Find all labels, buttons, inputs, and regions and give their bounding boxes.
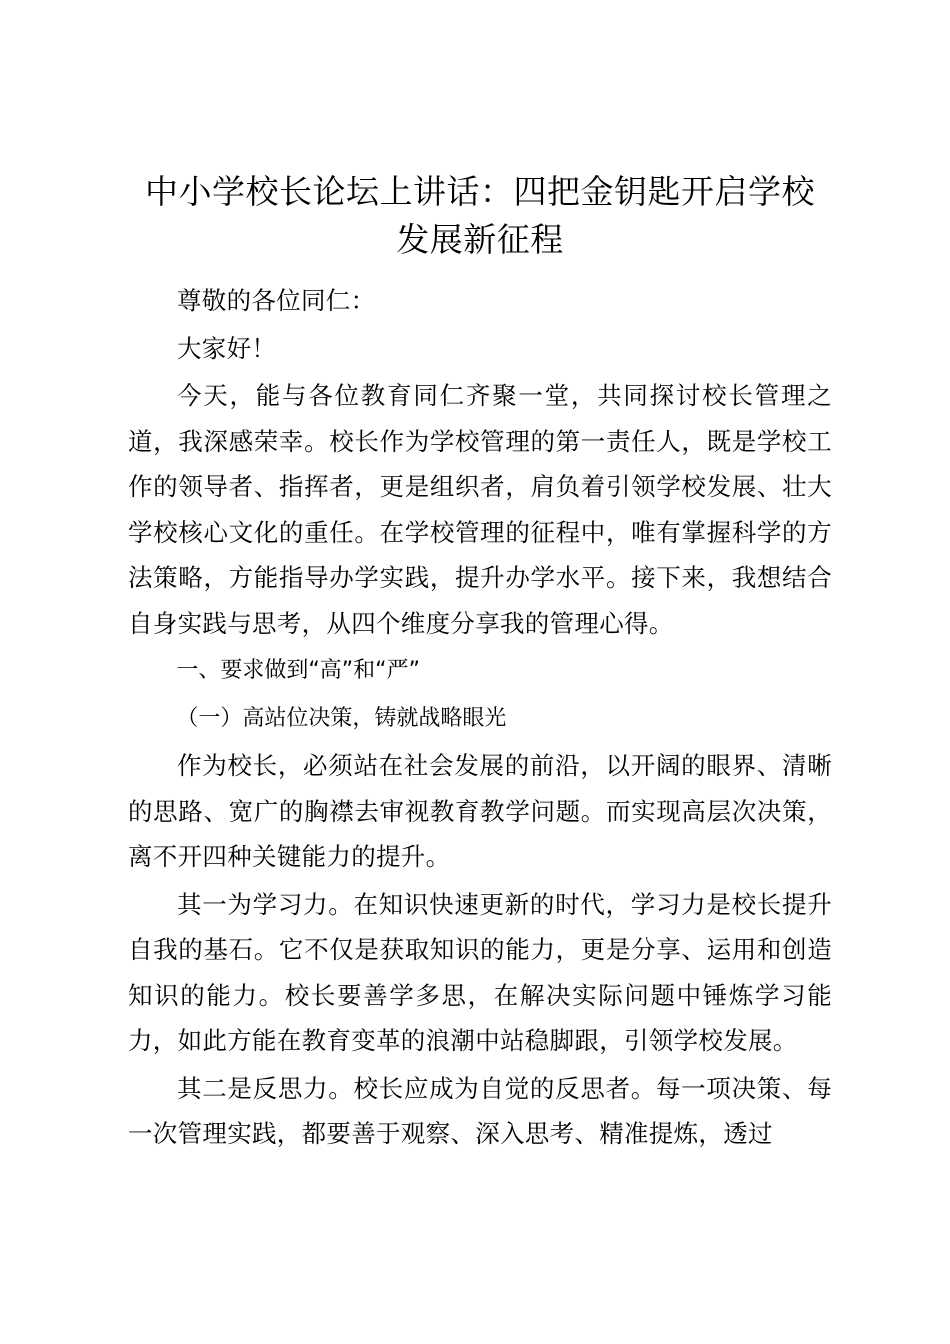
document-body (128, 278, 832, 1157)
body-paragraph: 其一为学习力。在知识快速更新的时代，学习力是校长提升自我的基石。它不仅是获取知识的能力，更是分享、运用和创造知识的能力。校长要善学多思，在解决实际问题中锤炼学习能力，如此方能在教育变革的浪潮中站稳脚跟，引领学校发展。 (128, 889, 832, 1055)
section-heading: 一、要求做到“高”和“严” (176, 658, 420, 683)
body-paragraph: 作为校长，必须站在社会发展的前沿，以开阔的眼界、清晰的思路、宽广的胸襟去审视教育教学问题。而实现高层次决策，离不开四种关键能力的提升。 (128, 751, 832, 871)
subsection-heading: （一）高站位决策，铸就战略眼光 (176, 705, 507, 731)
greeting: 大家好！ (177, 333, 277, 363)
salutation: 尊敬的各位同仁： (177, 286, 376, 315)
title-line-2: 发展新征程 (396, 220, 564, 259)
body-paragraph: 其二是反思力。校长应成为自觉的反思者。每一项决策、每一次管理实践，都要善于观察、深入思考、精准提炼，透过 (128, 1073, 832, 1148)
title-line-1: 中小学校长论坛上讲话：四把金钥匙开启学校 (145, 172, 815, 211)
intro-paragraph: 今天，能与各位教育同仁齐聚一堂，共同探讨校长管理之道，我深感荣幸。校长作为学校管理的第一责任人，既是学校工作的领导者、指挥者，更是组织者，肩负着引领学校发展、壮大学校核心文化的重任。在学校管理的征程中，唯有掌握科学的方法策略，方能指导办学实践，提升办学水平。接下来，我想结合自身实践与思考，从四个维度分享我的管理心得。 (128, 381, 832, 638)
document-title (128, 168, 832, 264)
